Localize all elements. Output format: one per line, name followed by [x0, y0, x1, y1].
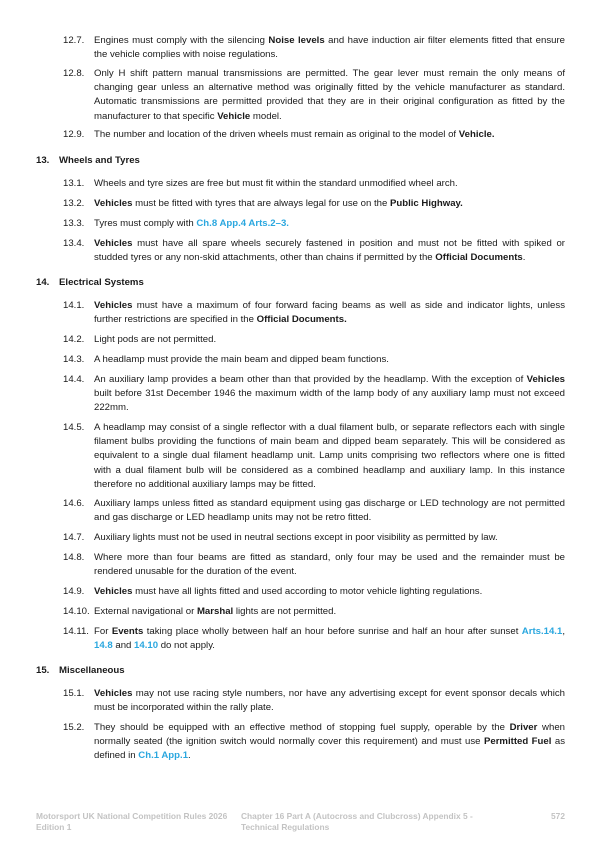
clause-text: Vehicles must have a maximum of four forward facing beams as well as side and indicator lights, unless further restrictions are specified in the Official Documents.	[94, 300, 565, 326]
defined-term: Marshal	[196, 606, 234, 617]
clause-text: Vehicles must have all spare wheels securely fastened in position and must not be fitted with spiked or studded tyres or any non-skid attachments, other than chains if permitted by the Official Documents.	[94, 238, 565, 264]
defined-term: Vehicle.	[458, 129, 495, 140]
clause-text: For Events taking place wholly between half an hour before sunrise and half an hour after sunset Arts.14.1, 14.8 and 14.10 do not apply.	[94, 626, 565, 652]
defined-term: Vehicles	[94, 300, 133, 311]
clause-text: Wheels and tyre sizes are free but must fit within the standard unmodified wheel arch.	[94, 178, 458, 189]
clause-13-4	[63, 237, 565, 265]
clause-number: 12.8.	[63, 68, 85, 79]
defined-term: Vehicles	[526, 374, 565, 385]
clause-number: 14.7.	[63, 532, 85, 543]
defined-term: Vehicles	[94, 198, 133, 209]
clause-text: External navigational or Marshal lights are not permitted.	[94, 606, 337, 617]
defined-term: Vehicles	[94, 688, 133, 699]
clause-text: A headlamp must provide the main beam and dipped beam functions.	[94, 354, 389, 365]
clause-text: They should be equipped with an effective method of stopping fuel supply, operable by the Driver when normally seated (the ignition switch would normally cover this requirement) and must use Permitted Fuel as defined in Ch.1 App.1.	[94, 722, 565, 762]
clause-number: 14.1.	[63, 300, 85, 311]
clause-13-1	[63, 177, 565, 191]
clause-number: 14.4.	[63, 374, 85, 385]
clause-text: Only H shift pattern manual transmissions are permitted. The gear lever must remain the only means of changing gear unless an alternative method was originally fitted by the vehicle manufacturer as standard. Automatic transmissions are permitted provided that they are in their original configuration as fitted by the manufacturer to that specific Vehicle model.	[94, 68, 565, 122]
clause-number: 14.11.	[63, 626, 89, 637]
clause-text: The number and location of the driven wheels must remain as original to the model of Vehicle.	[94, 129, 495, 140]
clause-14-10	[63, 605, 565, 619]
clause-text: Vehicles must be fitted with tyres that are always legal for use on the Public Highway.	[94, 198, 463, 209]
defined-term: Driver	[509, 722, 538, 733]
section-heading-13: 13. Wheels and Tyres	[36, 155, 140, 166]
clause-12-8	[63, 67, 565, 124]
cross-reference-link[interactable]: Ch.1 App.1	[138, 750, 189, 762]
clause-14-1	[63, 299, 565, 327]
defined-term: Public Highway.	[389, 198, 463, 209]
clause-14-8	[63, 551, 565, 579]
clause-number: 13.4.	[63, 238, 85, 249]
clause-text: A headlamp may consist of a single reflector with a dual filament bulb, or separate reflectors each with single filament bulbs providing the functions of main beam and dipped beam separately. This will be considered as equivalent to a single dual filament headlamp unit. Lamp units comprising two reflectors where one is fitted with a dual filament bulb will be considered as a combined headlamp and auxiliary lamp. In this instance therefore no additional auxiliary lamps may be fitted.	[94, 422, 565, 490]
clause-text: Where more than four beams are fitted as standard, only four may be used and the remainder must be rendered unusable for the duration of the event.	[94, 552, 565, 578]
defined-term: Official Documents	[435, 252, 523, 264]
section-heading-15: 15. Miscellaneous	[36, 665, 125, 676]
clause-15-1	[63, 687, 565, 715]
clause-number: 12.9.	[63, 129, 85, 140]
clause-14-4	[63, 373, 565, 416]
clause-number: 15.1.	[63, 688, 85, 699]
clause-14-9	[63, 585, 565, 599]
section-title: Wheels and Tyres	[59, 155, 140, 166]
clause-14-3	[63, 353, 565, 367]
clause-number: 13.3.	[63, 218, 85, 229]
clause-text: Vehicles must have all lights fitted and used according to motor vehicle lighting regulations.	[94, 586, 483, 597]
clause-text: Auxiliary lights must not be used in neutral sections except in poor visibility as permitted by law.	[94, 532, 498, 543]
section-heading-14: 14. Electrical Systems	[36, 277, 144, 288]
defined-term: Vehicle	[217, 110, 251, 122]
footer-page-number: 572	[551, 811, 565, 821]
clause-14-5	[63, 421, 565, 492]
defined-term: Vehicles	[94, 586, 133, 597]
defined-term: Noise levels	[268, 35, 325, 46]
clause-text: Vehicles may not use racing style numbers, nor have any advertising except for event sponsor decals which must be incorporated within the rally plate.	[94, 688, 565, 714]
defined-term: Events	[111, 626, 144, 637]
clause-number: 14.5.	[63, 422, 85, 433]
clause-14-6	[63, 497, 565, 525]
clause-number: 12.7.	[63, 35, 85, 46]
clause-12-9	[63, 128, 565, 142]
section-title: Miscellaneous	[59, 665, 125, 676]
clause-14-11	[63, 625, 565, 653]
clause-15-2	[63, 721, 565, 764]
clause-number: 13.2.	[63, 198, 85, 209]
clause-number: 15.2.	[63, 722, 85, 733]
clause-number: 14.10.	[63, 606, 90, 617]
clause-number: 14.3.	[63, 354, 85, 365]
footer-chapter: Chapter 16 Part A (Autocross and Clubcross) Appendix 5 - Technical Regulations	[241, 811, 473, 832]
clause-14-2	[63, 333, 565, 347]
clause-13-3	[63, 217, 565, 231]
clause-number: 13.1.	[63, 178, 85, 189]
cross-reference-link[interactable]: 14.8	[94, 640, 113, 652]
defined-term: Permitted Fuel	[483, 736, 552, 748]
clause-12-7	[63, 34, 565, 62]
cross-reference-link[interactable]: Arts.14.1	[521, 626, 563, 637]
defined-term: Vehicles	[94, 238, 133, 249]
cross-reference-link[interactable]: Ch.8 App.4 Arts.2–3.	[196, 218, 289, 229]
clause-number: 14.9.	[63, 586, 85, 597]
clause-number: 14.8.	[63, 552, 85, 563]
defined-term: Official Documents.	[256, 314, 347, 326]
clause-13-2	[63, 197, 565, 211]
clause-number: 14.6.	[63, 498, 85, 509]
clause-text: Engines must comply with the silencing Noise levels and have induction air filter elements fitted that ensure the vehicle complies with noise regulations.	[94, 35, 565, 61]
clause-text: Light pods are not permitted.	[94, 334, 217, 345]
clause-text: Auxiliary lamps unless fitted as standard equipment using gas discharge or LED technology are not permitted and gas discharge or LED headlamp units may not be retro fitted.	[94, 498, 565, 524]
clause-text: Tyres must comply with Ch.8 App.4 Arts.2–3.	[94, 218, 289, 229]
cross-reference-link[interactable]: 14.10	[134, 640, 159, 652]
section-title: Electrical Systems	[59, 277, 144, 288]
clause-text: An auxiliary lamp provides a beam other than that provided by the headlamp. With the exception of Vehicles built before 31st December 1946 the maximum width of the lamp body of any auxiliary lamp must not exceed 222mm.	[94, 374, 565, 414]
clause-14-7	[63, 531, 565, 545]
footer-publication: Motorsport UK National Competition Rules 2026 Edition 1	[36, 811, 228, 832]
clause-number: 14.2.	[63, 334, 85, 345]
